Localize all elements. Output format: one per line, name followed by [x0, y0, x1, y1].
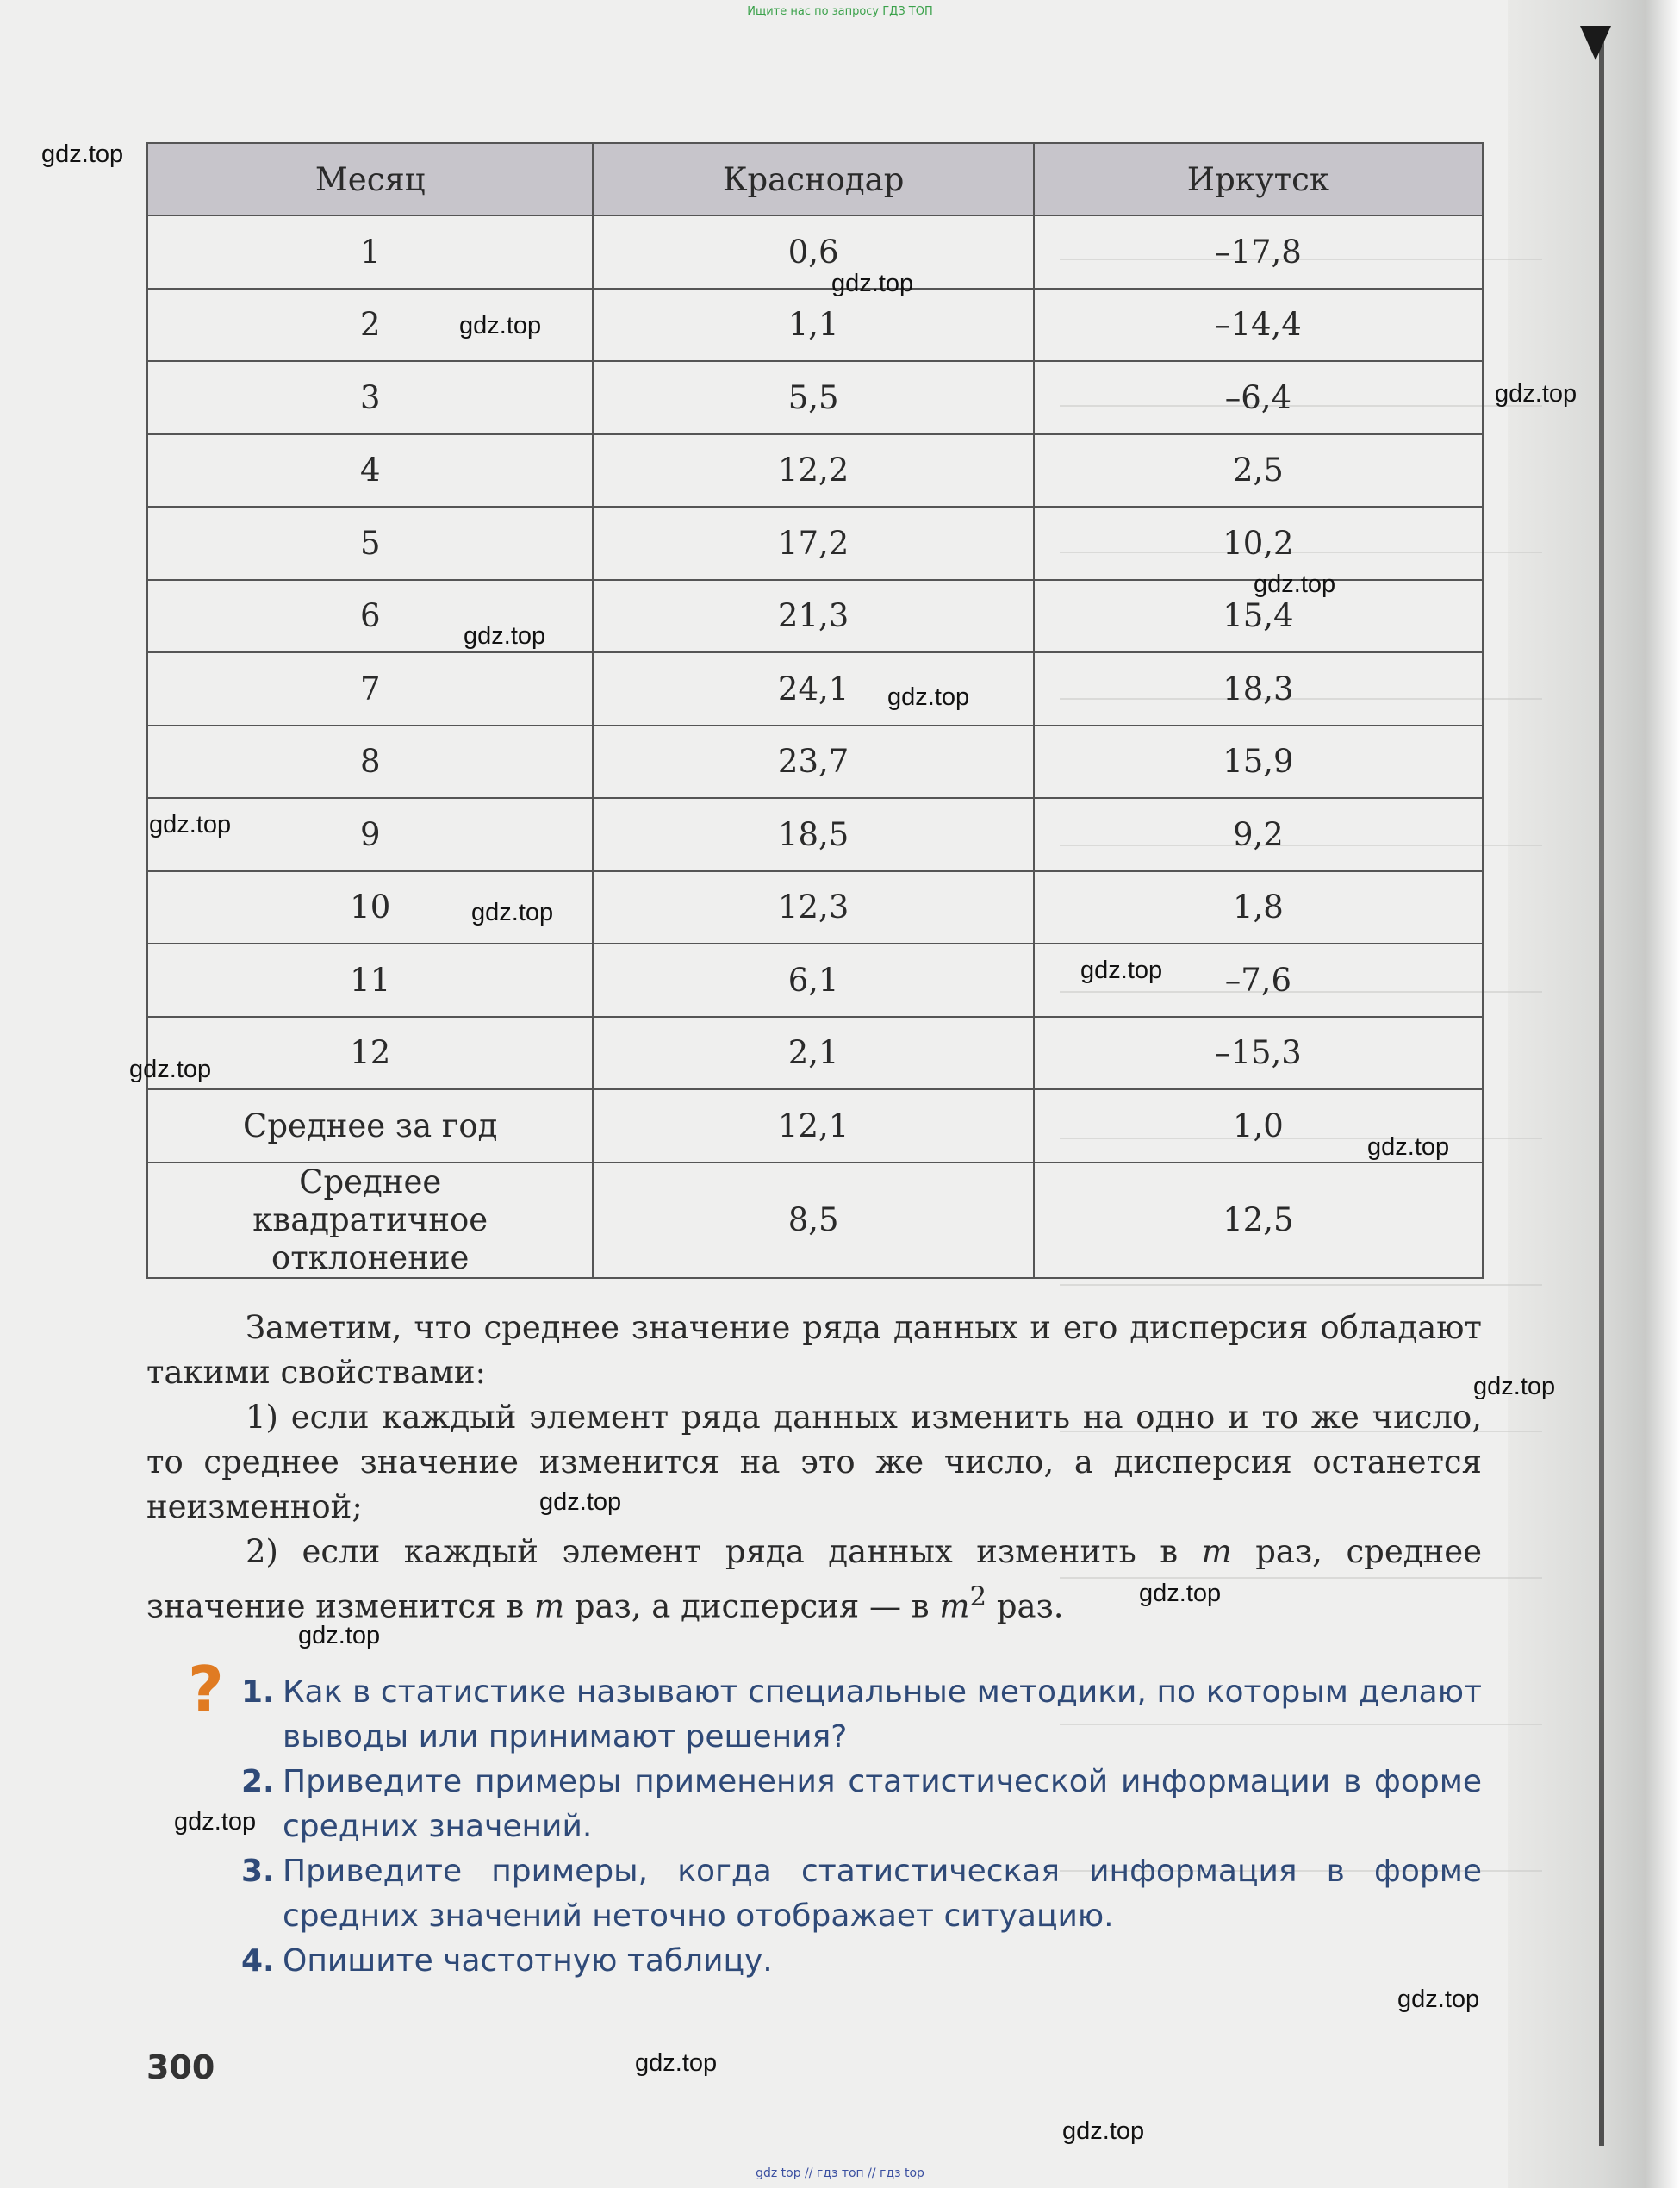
bleed-through-line — [1060, 1284, 1542, 1286]
page-number: 300 — [146, 2048, 215, 2086]
cell-irkutsk: –14,4 — [1034, 289, 1483, 362]
table-row-std-deviation — [147, 1163, 1483, 1278]
cell-label — [147, 1163, 593, 1278]
cell-irkutsk: –17,8 — [1034, 215, 1483, 289]
cell-month: 6 — [147, 580, 593, 653]
temperature-table — [146, 142, 1484, 1279]
question-text: Приведите примеры, когда статистическая информация в форме средних значений неточно отображает ситуацию. — [283, 1854, 1482, 1934]
cell-irkutsk: 1,8 — [1034, 871, 1483, 944]
cell-krasnodar: 17,2 — [593, 507, 1033, 580]
cell-month: 1 — [147, 215, 593, 289]
variable-m: m — [939, 1587, 970, 1625]
question-text: Приведите примеры применения статистической информации в форме средних значений. — [283, 1764, 1482, 1844]
variable-m: m — [1201, 1533, 1232, 1570]
watermark: gdz.top — [174, 1808, 257, 1836]
question-text: Опишите частотную таблицу. — [283, 1943, 773, 1979]
table-row — [147, 944, 1483, 1017]
cell-irkutsk: 2,5 — [1034, 434, 1483, 508]
question-item — [241, 1939, 1482, 1984]
cell-irkutsk: –6,4 — [1034, 361, 1483, 434]
cell-irkutsk: 12,5 — [1034, 1163, 1483, 1278]
cell-krasnodar: 2,1 — [593, 1017, 1033, 1090]
table-row — [147, 1017, 1483, 1090]
property-2-part: раз, а дисперсия — в — [564, 1587, 940, 1625]
cell-krasnodar: 1,1 — [593, 289, 1033, 362]
header-irkutsk: Иркутск — [1034, 143, 1483, 215]
table-row — [147, 289, 1483, 362]
table-row — [147, 215, 1483, 289]
question-mark-icon: ? — [188, 1653, 224, 1725]
watermark: gdz.top — [298, 1622, 381, 1649]
cell-label: Среднее за год — [147, 1089, 593, 1163]
watermark: gdz.top — [539, 1488, 622, 1516]
watermark: gdz.top — [1062, 2117, 1145, 2145]
table-row — [147, 361, 1483, 434]
watermark: gdz.top — [471, 899, 554, 926]
cell-krasnodar: 6,1 — [593, 944, 1033, 1017]
top-search-note[interactable]: Ищите нас по запросу ГДЗ ТОП — [747, 5, 933, 18]
page-edge-shadow — [1508, 0, 1680, 2188]
cell-irkutsk: 10,2 — [1034, 507, 1483, 580]
cell-irkutsk: 15,9 — [1034, 726, 1483, 799]
table-row — [147, 798, 1483, 871]
property-1: 1) если каждый элемент ряда данных изменить на одно и то же число, то среднее значение изменится на это же число, а дисперсия останется неизменной; — [146, 1399, 1482, 1525]
question-item — [241, 1760, 1482, 1849]
watermark: gdz.top — [1080, 957, 1163, 984]
watermark: gdz.top — [635, 2049, 718, 2077]
cell-krasnodar: 5,5 — [593, 361, 1033, 434]
question-item — [241, 1670, 1482, 1760]
table-row — [147, 507, 1483, 580]
cell-krasnodar: 24,1 — [593, 652, 1033, 726]
question-text: Как в статистике называют специальные методики, по которым делают выводы или принимают решения? — [283, 1674, 1482, 1755]
cell-month: 8 — [147, 726, 593, 799]
property-2-part: раз, среднее значение изменится в — [146, 1533, 1482, 1625]
cell-irkutsk: 9,2 — [1034, 798, 1483, 871]
cell-krasnodar: 8,5 — [593, 1163, 1033, 1278]
variable-m: m — [533, 1587, 565, 1625]
cell-krasnodar: 12,2 — [593, 434, 1033, 508]
bottom-note[interactable]: gdz top // гдз топ // гдз top — [756, 2166, 924, 2180]
bookmark-ribbon — [1580, 26, 1611, 60]
cell-month: 4 — [147, 434, 593, 508]
watermark: gdz.top — [464, 622, 546, 650]
cell-month: 3 — [147, 361, 593, 434]
book-spine — [1599, 26, 1604, 2146]
cell-krasnodar: 12,3 — [593, 871, 1033, 944]
table-header-row — [147, 143, 1483, 215]
watermark: gdz.top — [129, 1056, 212, 1083]
question-number: 1. — [241, 1674, 275, 1710]
question-number: 3. — [241, 1854, 275, 1889]
cell-month: 12 — [147, 1017, 593, 1090]
cell-month: 2 — [147, 289, 593, 362]
cell-irkutsk: 18,3 — [1034, 652, 1483, 726]
table-row-annual-mean — [147, 1089, 1483, 1163]
question-number: 2. — [241, 1764, 275, 1799]
intro-paragraph: Заметим, что среднее значение ряда данных и его дисперсия обладают такими свойствами: — [146, 1309, 1482, 1391]
watermark: gdz.top — [1367, 1133, 1450, 1161]
watermark: gdz.top — [887, 683, 970, 711]
cell-month: 7 — [147, 652, 593, 726]
cell-irkutsk: 1,0 — [1034, 1089, 1483, 1163]
watermark: gdz.top — [41, 140, 124, 168]
cell-krasnodar: 23,7 — [593, 726, 1033, 799]
table-row — [147, 726, 1483, 799]
cell-krasnodar: 12,1 — [593, 1089, 1033, 1163]
watermark: gdz.top — [1139, 1580, 1222, 1607]
question-item — [241, 1849, 1482, 1939]
watermark: gdz.top — [1495, 380, 1577, 408]
std-deviation-label: Среднее квадратичное отклонение — [252, 1163, 488, 1276]
watermark: gdz.top — [1473, 1373, 1556, 1400]
table-row — [147, 434, 1483, 508]
header-month: Месяц — [147, 143, 593, 215]
question-number: 4. — [241, 1943, 275, 1979]
watermark: gdz.top — [1254, 570, 1336, 598]
cell-irkutsk: –15,3 — [1034, 1017, 1483, 1090]
cell-month: 11 — [147, 944, 593, 1017]
property-2 — [146, 1530, 1482, 1629]
cell-krasnodar: 0,6 — [593, 215, 1033, 289]
cell-irkutsk: –7,6 — [1034, 944, 1483, 1017]
watermark: gdz.top — [831, 270, 914, 297]
review-questions — [241, 1670, 1482, 1984]
cell-month: 10 — [147, 871, 593, 944]
cell-month: 9 — [147, 798, 593, 871]
exponent: 2 — [969, 1581, 987, 1612]
table-row — [147, 871, 1483, 944]
cell-krasnodar: 21,3 — [593, 580, 1033, 653]
cell-month: 5 — [147, 507, 593, 580]
watermark: gdz.top — [459, 312, 542, 340]
cell-krasnodar: 18,5 — [593, 798, 1033, 871]
watermark: gdz.top — [149, 811, 232, 838]
table-row — [147, 652, 1483, 726]
cell-irkutsk: 15,4 — [1034, 580, 1483, 653]
watermark: gdz.top — [1397, 1985, 1480, 2013]
property-2-part: 2) если каждый элемент ряда данных изменить в — [246, 1533, 1202, 1570]
property-2-part: раз. — [986, 1587, 1064, 1625]
header-krasnodar: Краснодар — [593, 143, 1033, 215]
